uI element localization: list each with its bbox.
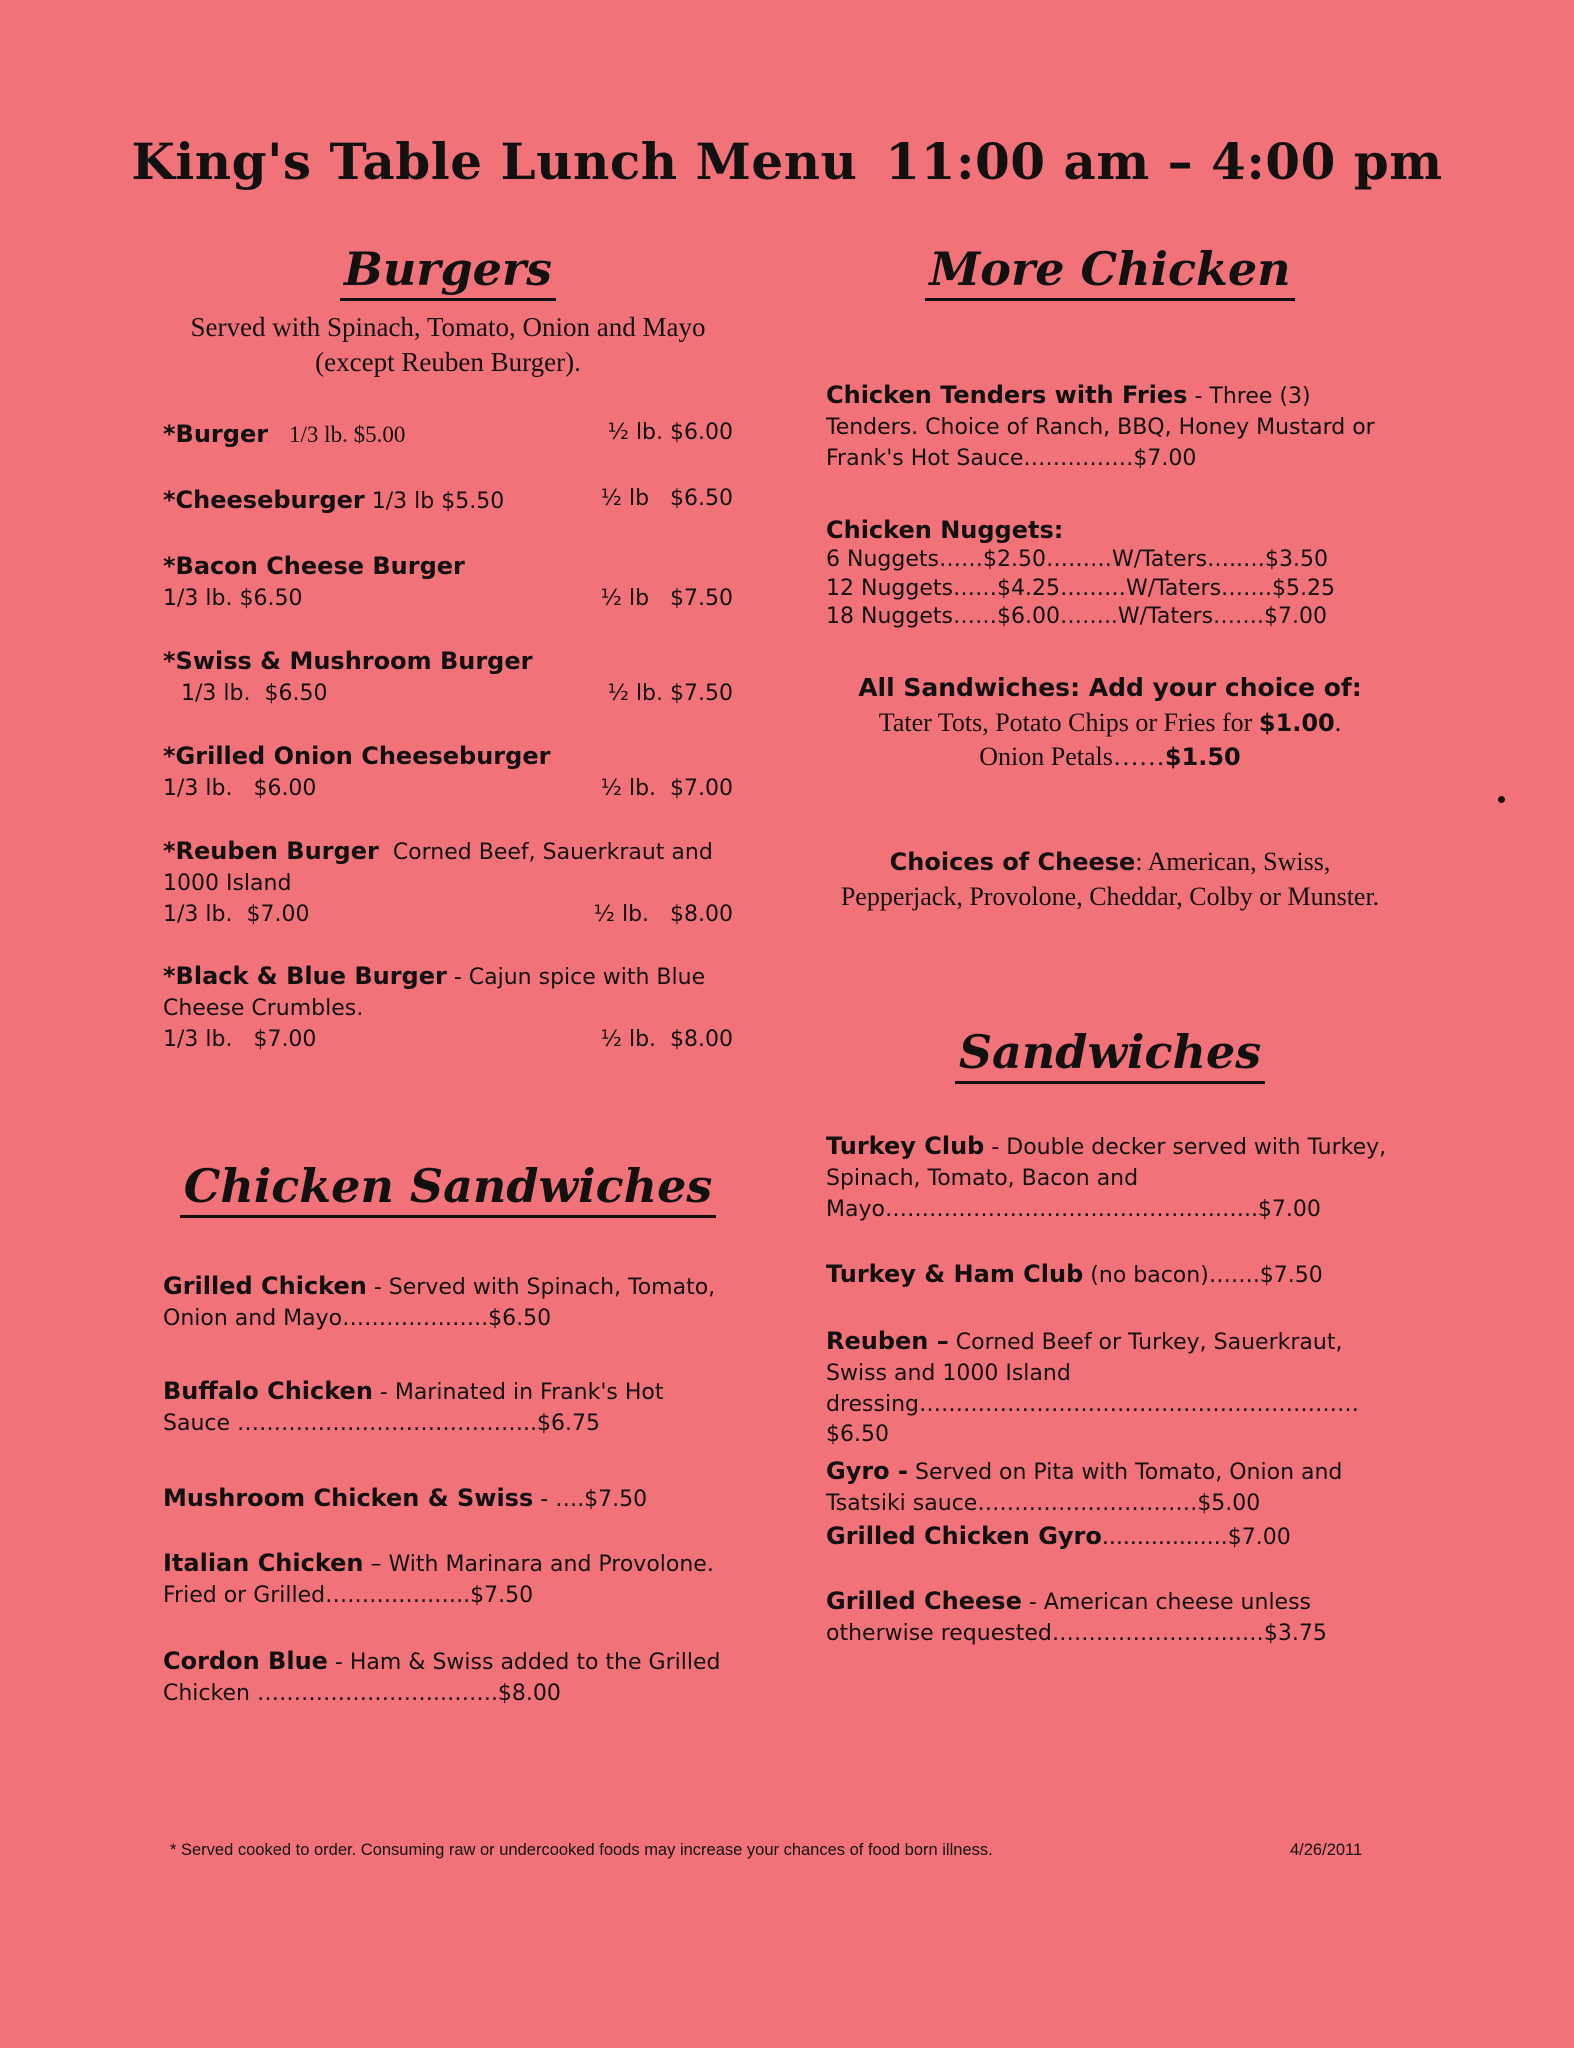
menu-item-burger	[163, 418, 733, 452]
burgers-heading: Burgers	[340, 243, 556, 301]
menu-item-reuben-burger	[163, 835, 733, 930]
item-name: Grilled Cheese	[826, 1587, 1022, 1615]
item-price-half: ½ lb $6.50	[600, 486, 733, 511]
item-price: ..................$7.00	[1101, 1524, 1291, 1550]
item-price: ……….…..…..$7.50	[325, 1582, 534, 1608]
item-price-half: ½ lb. $8.00	[600, 1026, 733, 1052]
nuggets-label: 18 Nuggets……	[826, 604, 997, 630]
item-desc: (no bacon)	[1083, 1263, 1209, 1288]
menu-item-chicken-nuggets	[826, 515, 1394, 632]
menu-item-grilled-chicken	[163, 1270, 733, 1335]
sides-text: Tater Tots, Potato Chips or Fries for	[878, 707, 1259, 737]
item-price-half: ½ lb. $7.00	[600, 775, 733, 801]
item-name: *Cheeseburger	[163, 486, 365, 514]
footer-note: * Served cooked to order. Consuming raw or undercooked foods may increase your chances of food born illness.	[170, 1841, 993, 1859]
paper-speck	[1498, 796, 1505, 803]
item-price-half: ½ lb. $7.50	[607, 680, 733, 706]
item-price-half: ½ lb. $6.00	[607, 420, 733, 445]
menu-item-black-blue-burger	[163, 960, 733, 1055]
cheese-label: Choices of Cheese	[889, 848, 1136, 876]
item-name: Chicken Nuggets:	[826, 516, 1064, 544]
menu-item-reuben	[826, 1325, 1394, 1451]
item-price-half: ½ lb $7.50	[600, 585, 733, 611]
nuggets-price: $4.25	[996, 575, 1060, 601]
item-name: Italian Chicken	[163, 1549, 364, 1577]
item-price-third: 1/3 lb. $6.50	[181, 680, 328, 706]
sandwiches-heading: Sandwiches	[955, 1026, 1265, 1084]
item-price-third: 1/3 lb $5.50	[371, 489, 505, 514]
onion-petals-price: $1.50	[1164, 742, 1241, 771]
item-price: ……………………………………….…..$7.00	[884, 1196, 1321, 1222]
menu-item-buffalo-chicken	[163, 1375, 733, 1440]
menu-item-swiss-mushroom-burger	[163, 645, 733, 709]
item-name: Mushroom Chicken & Swiss	[163, 1484, 534, 1512]
item-price-third: 1/3 lb. $5.00	[289, 422, 406, 447]
item-name: *Swiss & Mushroom Burger	[163, 647, 533, 675]
item-price-third: 1/3 lb. $7.00	[163, 901, 310, 927]
item-desc: -	[533, 1487, 556, 1512]
cheese-list: : American, Swiss, Pepperjack, Provolone, Cheddar, Colby or Munster.	[840, 847, 1380, 911]
chicken-sandwiches-heading: Chicken Sandwiches	[180, 1160, 716, 1218]
item-desc: - American cheese unless otherwise requested	[826, 1590, 1312, 1646]
nuggets-taters-price: $7.00	[1264, 604, 1328, 630]
menu-item-turkey-ham-club	[826, 1258, 1394, 1292]
menu-item-turkey-club	[826, 1130, 1394, 1225]
item-name: Cordon Blue	[163, 1647, 328, 1675]
item-price-third: 1/3 lb. $6.00	[163, 775, 317, 801]
nuggets-with-taters: ………W/Taters…..…	[1045, 547, 1266, 573]
nuggets-price: $6.00	[996, 604, 1060, 630]
menu-item-grilled-cheese	[826, 1585, 1394, 1650]
nuggets-row-12	[826, 575, 1394, 604]
cheese-choices	[826, 845, 1394, 914]
item-desc: - Marinated in Frank's Hot Sauce	[163, 1380, 664, 1436]
item-price: ……………$7.00	[1023, 445, 1197, 471]
nuggets-row-18	[826, 603, 1394, 632]
item-name: Turkey & Ham Club	[826, 1260, 1084, 1288]
item-price-third: 1/3 lb. $7.00	[163, 1026, 317, 1052]
item-name: Chicken Tenders with Fries	[826, 381, 1188, 409]
item-price-third: 1/3 lb. $6.50	[163, 585, 303, 611]
sides-price: $1.00	[1258, 708, 1335, 737]
item-name: *Black & Blue Burger	[163, 962, 447, 990]
item-name: Grilled Chicken Gyro	[826, 1521, 1102, 1550]
item-name: *Bacon Cheese Burger	[163, 552, 465, 580]
item-desc: - Double decker served with Turkey, Spinach, Tomato, Bacon and Mayo	[826, 1135, 1387, 1222]
item-name: Buffalo Chicken	[163, 1377, 373, 1405]
item-desc: - Three (3) Tenders. Choice of Ranch, BBQ, Honey Mustard or Frank's Hot Sauce	[826, 384, 1375, 471]
item-price: …………………………$5.00	[977, 1490, 1261, 1516]
more-chicken-heading: More Chicken	[925, 243, 1294, 301]
nuggets-taters-price: $3.50	[1265, 547, 1329, 573]
onion-petals-text: Onion Petals……	[979, 741, 1165, 771]
item-name: Reuben –	[826, 1327, 949, 1355]
item-name: Grilled Chicken	[163, 1272, 367, 1300]
menu-item-gyro	[826, 1455, 1394, 1553]
menu-item-italian-chicken	[163, 1547, 733, 1612]
item-price: ……………………..…$3.75	[1051, 1620, 1327, 1646]
sides-heading: All Sandwiches: Add your choice of:	[858, 673, 1362, 702]
item-name: *Burger	[163, 420, 269, 448]
menu-title: King's Table Lunch Menu	[131, 132, 858, 191]
sides-section	[826, 672, 1394, 773]
nuggets-label: 12 Nuggets……	[826, 575, 997, 601]
sides-period: .	[1334, 707, 1342, 737]
item-price: …………………………………..$6.75	[230, 1410, 600, 1436]
item-desc: Corned Beef, Sauerkraut and 1000 Island	[163, 840, 713, 896]
menu-item-cordon-blue	[163, 1645, 733, 1710]
item-name: Gyro -	[826, 1457, 908, 1485]
item-desc: - Cajun spice with Blue Cheese Crumbles.	[163, 965, 706, 1021]
menu-hours: 11:00 am – 4:00 pm	[885, 132, 1443, 191]
item-desc: Corned Beef or Turkey, Sauerkraut, Swiss and 1000 Island dressing…	[826, 1330, 1343, 1417]
item-price: ……………………..…….$8.00	[256, 1680, 561, 1706]
nuggets-taters-price: $5.25	[1272, 575, 1336, 601]
footer	[170, 1841, 1363, 1860]
item-price: ………………..$6.50	[342, 1305, 552, 1331]
item-price: …….$7.50	[1208, 1263, 1323, 1288]
nuggets-row-6	[826, 546, 1394, 575]
item-price: …………………………………………………$6.50	[826, 1391, 1360, 1448]
item-desc: - Ham & Swiss added to the Grilled Chicken	[163, 1650, 721, 1706]
footer-date: 4/26/2011	[1290, 1841, 1363, 1859]
item-price: ….$7.50	[555, 1487, 648, 1512]
item-desc: Served on Pita with Tomato, Onion and Tsatsiki sauce	[826, 1460, 1343, 1516]
item-name: Turkey Club	[826, 1132, 985, 1160]
menu-item-grilled-onion-cheeseburger	[163, 740, 733, 804]
nuggets-with-taters: ………W/Taters…….	[1059, 575, 1273, 601]
item-desc: - Served with Spinach, Tomato, Onion and Mayo	[163, 1275, 716, 1331]
item-price-half: ½ lb. $8.00	[593, 901, 733, 927]
item-name: *Reuben Burger	[163, 837, 379, 865]
page-title	[0, 132, 1574, 191]
item-name: *Grilled Onion Cheeseburger	[163, 742, 551, 770]
menu-item-chicken-tenders	[826, 379, 1394, 474]
menu-item-cheeseburger	[163, 484, 733, 518]
item-desc: – With Marinara and Provolone. Fried or Grilled	[163, 1552, 714, 1608]
nuggets-with-taters: ……..W/Taters…….	[1059, 604, 1265, 630]
burgers-intro: Served with Spinach, Tomato, Onion and Mayo (except Reuben Burger).	[190, 312, 706, 377]
menu-item-bacon-cheese-burger	[163, 550, 733, 614]
nuggets-price: $2.50	[982, 547, 1046, 573]
nuggets-label: 6 Nuggets……	[826, 547, 983, 573]
menu-item-mushroom-chicken-swiss	[163, 1482, 733, 1516]
